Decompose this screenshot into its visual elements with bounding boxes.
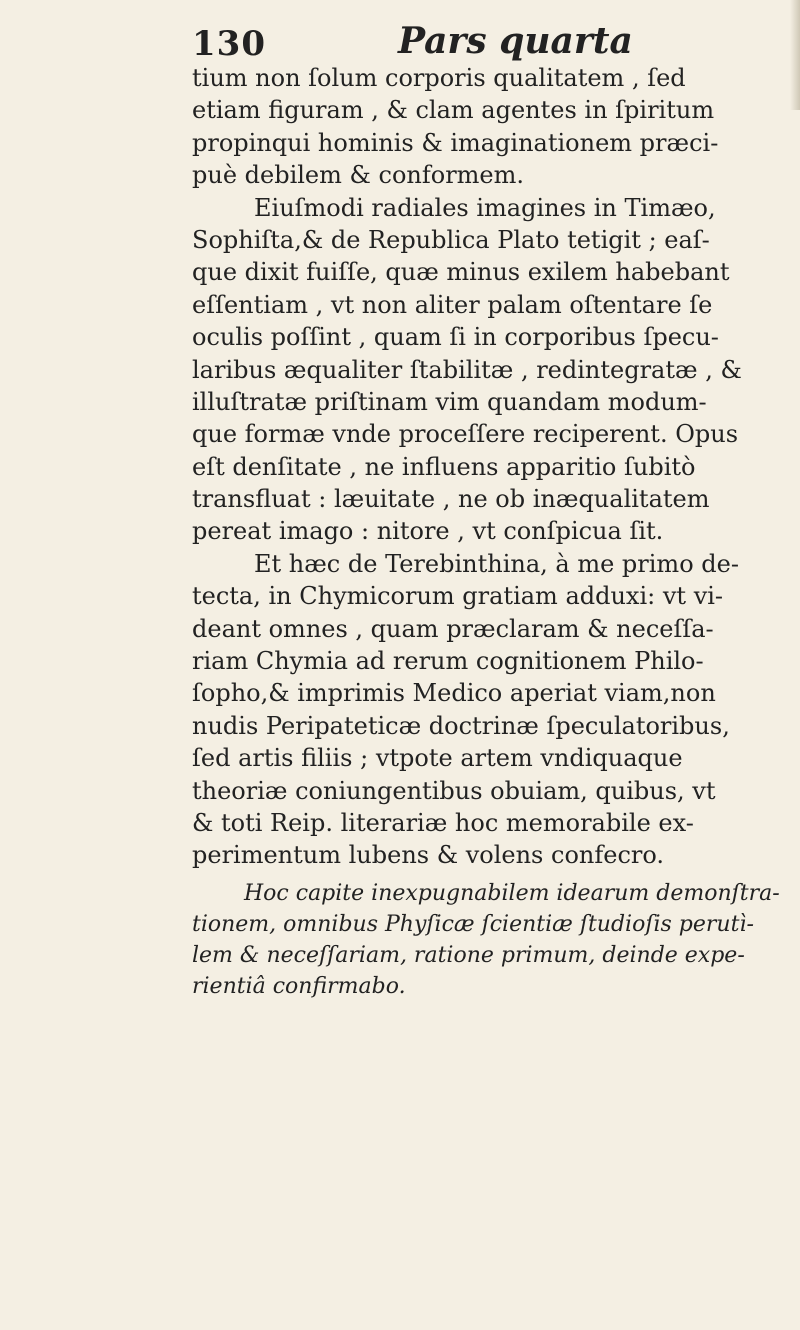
text-line: & toti Reip. literariæ hoc memorabile ex- xyxy=(192,808,694,837)
text-line: nudis Peripateticæ doctrinæ ſpeculatoribus, xyxy=(192,711,730,740)
text-line: puè debilem & conformem. xyxy=(192,161,525,190)
text-line: oculis poſſint , quam ſi in corporibus ſpecu- xyxy=(192,323,719,352)
italic-line: Hoc capite inexpugnabilem idearum demonſtra- xyxy=(244,880,780,906)
page-body xyxy=(192,62,792,1002)
page-number: 130 xyxy=(192,24,266,64)
italic-line: rientiâ confirmabo. xyxy=(192,973,406,999)
text-line: propinqui hominis & imaginationem præci- xyxy=(192,128,719,157)
text-line: laribus æqualiter ſtabilitæ , redintegratæ , & xyxy=(192,355,742,384)
text-line: tium non ſolum corporis qualitatem , ſed xyxy=(192,64,686,92)
italic-line: tionem, omnibus Phyſicæ ſcientiæ ſtudioſis perutì- xyxy=(192,911,754,937)
text-line: que formæ vnde proceſſere reciperent. Opus xyxy=(192,420,739,449)
page-header xyxy=(0,14,800,64)
text-line: pereat imago : nitore , vt conſpicua ſit. xyxy=(192,517,664,546)
text-line: transfluat : læuitate , ne ob inæqualitatem xyxy=(192,485,710,514)
text-line: que dixit fuiſſe, quæ minus exilem habebant xyxy=(192,258,730,287)
text-line: theoriæ coniungentibus obuiam, quibus, vt xyxy=(192,776,716,805)
text-line: etiam figuram , & clam agentes in ſpiritum xyxy=(192,96,715,125)
text-line: Et hæc de Terebinthina, à me primo de- xyxy=(254,549,739,578)
text-line: perimentum lubens & volens confecro. xyxy=(192,841,665,870)
text-line: tecta, in Chymicorum gratiam adduxi: vt vi- xyxy=(192,582,724,611)
chapter-summary xyxy=(192,878,792,1002)
text-line: ſopho,& imprimis Medico aperiat viam,non xyxy=(192,679,716,708)
text-line: ſed artis filiis ; vtpote artem vndiquaque xyxy=(192,744,683,773)
italic-line: lem & neceſſariam, ratione primum, deinde expe- xyxy=(192,942,745,968)
text-line: eſſentiam , vt non aliter palam oſtentare ſe xyxy=(192,290,713,319)
running-head: Pars quarta xyxy=(398,20,633,62)
text-line: Eiuſmodi radiales imagines in Timæo, xyxy=(254,193,716,222)
text-line: deant omnes , quam præclaram & neceſſa- xyxy=(192,614,714,643)
text-line: Sophiſta,& de Republica Plato tetigit ; eaſ- xyxy=(192,225,710,254)
text-line: eſt denſitate , ne influens apparitio ſubitò xyxy=(192,452,696,481)
text-line: illuſtratæ priſtinam vim quandam modum- xyxy=(192,387,707,416)
text-line: riam Chymia ad rerum cognitionem Philo- xyxy=(192,647,704,676)
